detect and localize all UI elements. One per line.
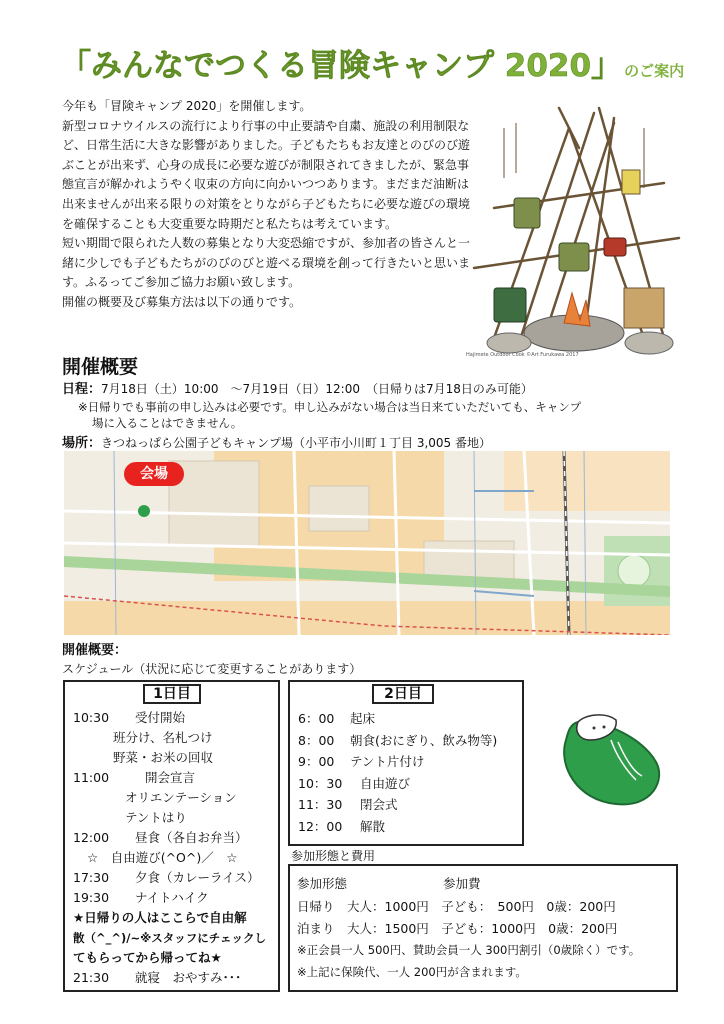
schedule-row: テントはり	[125, 810, 187, 825]
date-note-1: ※日帰りでも事前の申し込みは必要です。申し込みがない場合は当日来ていただいても、キャンプ	[78, 400, 582, 414]
schedule-row: 野菜・お米の回収	[113, 750, 214, 765]
schedule-heading: スケジュール（状況に応じて変更することがあります）	[62, 662, 362, 676]
date-value: 7月18日（土）10:00 ～7月19日（日）12:00 （日帰りは7月18日のみ可能）	[101, 382, 533, 396]
fees-heading: 参加形態と費用	[291, 849, 376, 863]
place-label: 場所：	[62, 436, 102, 451]
venue-marker-label: 会場	[140, 466, 168, 482]
fees-row-overnight: 泊まり 大人：1500円 子ども：1000円 0歳：200円	[297, 921, 618, 936]
fees-col-fee: 参加費	[443, 876, 481, 891]
intro-paragraph: 今年も「冒険キャンプ 2020」を開催します。	[62, 99, 312, 113]
schedule-row: 6：00 起床	[298, 711, 376, 726]
fees-col-type: 参加形態	[297, 876, 348, 891]
day1-label: 1日目	[143, 684, 201, 704]
date-note-2: 場に入ることはできません。	[92, 416, 243, 430]
place-line	[62, 432, 491, 451]
illustration-credit: Hajimete Outdoor Cook ©Art Furukawa 2017	[466, 352, 579, 358]
schedule-row: 10：30 自由遊び	[298, 775, 411, 791]
schedule-row: 11:00 開会宣言	[73, 770, 196, 785]
overview-heading: 開催概要	[62, 356, 139, 378]
schedule-row: 12:00 昼食（各自お弁当）	[73, 830, 248, 845]
intro-paragraph: 開催の概要及び募集方法は以下の通りです。	[62, 294, 302, 309]
schedule-row: 19:30 ナイトハイク	[73, 890, 209, 905]
venue-marker	[124, 462, 184, 486]
date-label: 日程：	[62, 382, 102, 397]
schedule-row: 10:30 受付開始	[73, 710, 186, 725]
day2-schedule-list	[298, 708, 497, 837]
intro-paragraph: 短い期間で限られた人数の募集となり大変恐縮ですが、参加者の皆さんと一緒に少しでも子どもたちがのびのびと遊べる環境を創って行きたいと思います。ふるってご参加ご協力お願い致します。	[62, 236, 471, 290]
schedule-row: 12：00 解散	[298, 818, 386, 834]
schedule-row: 21:30 就寝 おやすみ･･･	[73, 970, 242, 985]
schedule-row: 9：00 テント片付け	[298, 754, 425, 769]
day2-label: 2日目	[372, 684, 434, 704]
intro-paragraph: 新型コロナウイルスの流行により行事の中止要請や自粛、施設の利用制限など、日常生活に大きな影響がありました。子どもたちもお友達とのびのび遊ぶことが出来ず、心身の成長に必要な遊びが制限されてきましたが、緊急事態宣言が解かれようやく収束の方向に向かいつつあります。まだまだ油断は出来ませんが出来る限りの対策をとりながら子どもたちに必要な遊びの環境を確保することも大変重要な時期だと私たちは考えています。	[62, 118, 471, 231]
day1-schedule-list	[73, 708, 266, 988]
schedule-row: 班分け、名札つけ	[113, 730, 213, 745]
schedule-row: てもらってから帰ってね★	[73, 950, 222, 965]
schedule-row: ★日帰りの人はここらで自由解	[73, 910, 247, 925]
fees-row-daytrip: 日帰り 大人：1000円 子ども： 500円 0歳：200円	[297, 899, 616, 914]
schedule-row: 11：30 閉会式	[298, 797, 398, 812]
fees-note-insurance: ※上記に保険代、一人 200円が含まれます。	[297, 965, 527, 979]
overview2-heading: 開催概要：	[62, 643, 128, 658]
area-map	[64, 451, 670, 635]
schedule-row: 8：00 朝食(おにぎり、飲み物等)	[298, 732, 498, 748]
place-value: きつねっぱら公園子どもキャンプ場（小平市小川町１丁目 3,005 番地）	[101, 436, 492, 450]
intro-text	[62, 97, 472, 313]
title-sub: のご案内	[624, 62, 685, 80]
schedule-row: オリエンテーション	[125, 790, 237, 805]
schedule-row: 散（^_^)/~※スタッフにチェックし	[73, 931, 266, 945]
date-line	[62, 378, 533, 397]
sleeping-bag-illustration	[556, 700, 668, 810]
fees-note-discount: ※正会員一人 500円、賛助会員一人 300円割引（0歳除く）です。	[297, 943, 641, 957]
title-main: 「みんなでつくる冒険キャンプ 2020」	[60, 48, 623, 84]
schedule-row: 17:30 夕食（カレーライス）	[73, 870, 260, 885]
schedule-row: ☆ 自由遊び(^O^)／ ☆	[87, 850, 238, 865]
campfire-illustration	[464, 88, 686, 363]
